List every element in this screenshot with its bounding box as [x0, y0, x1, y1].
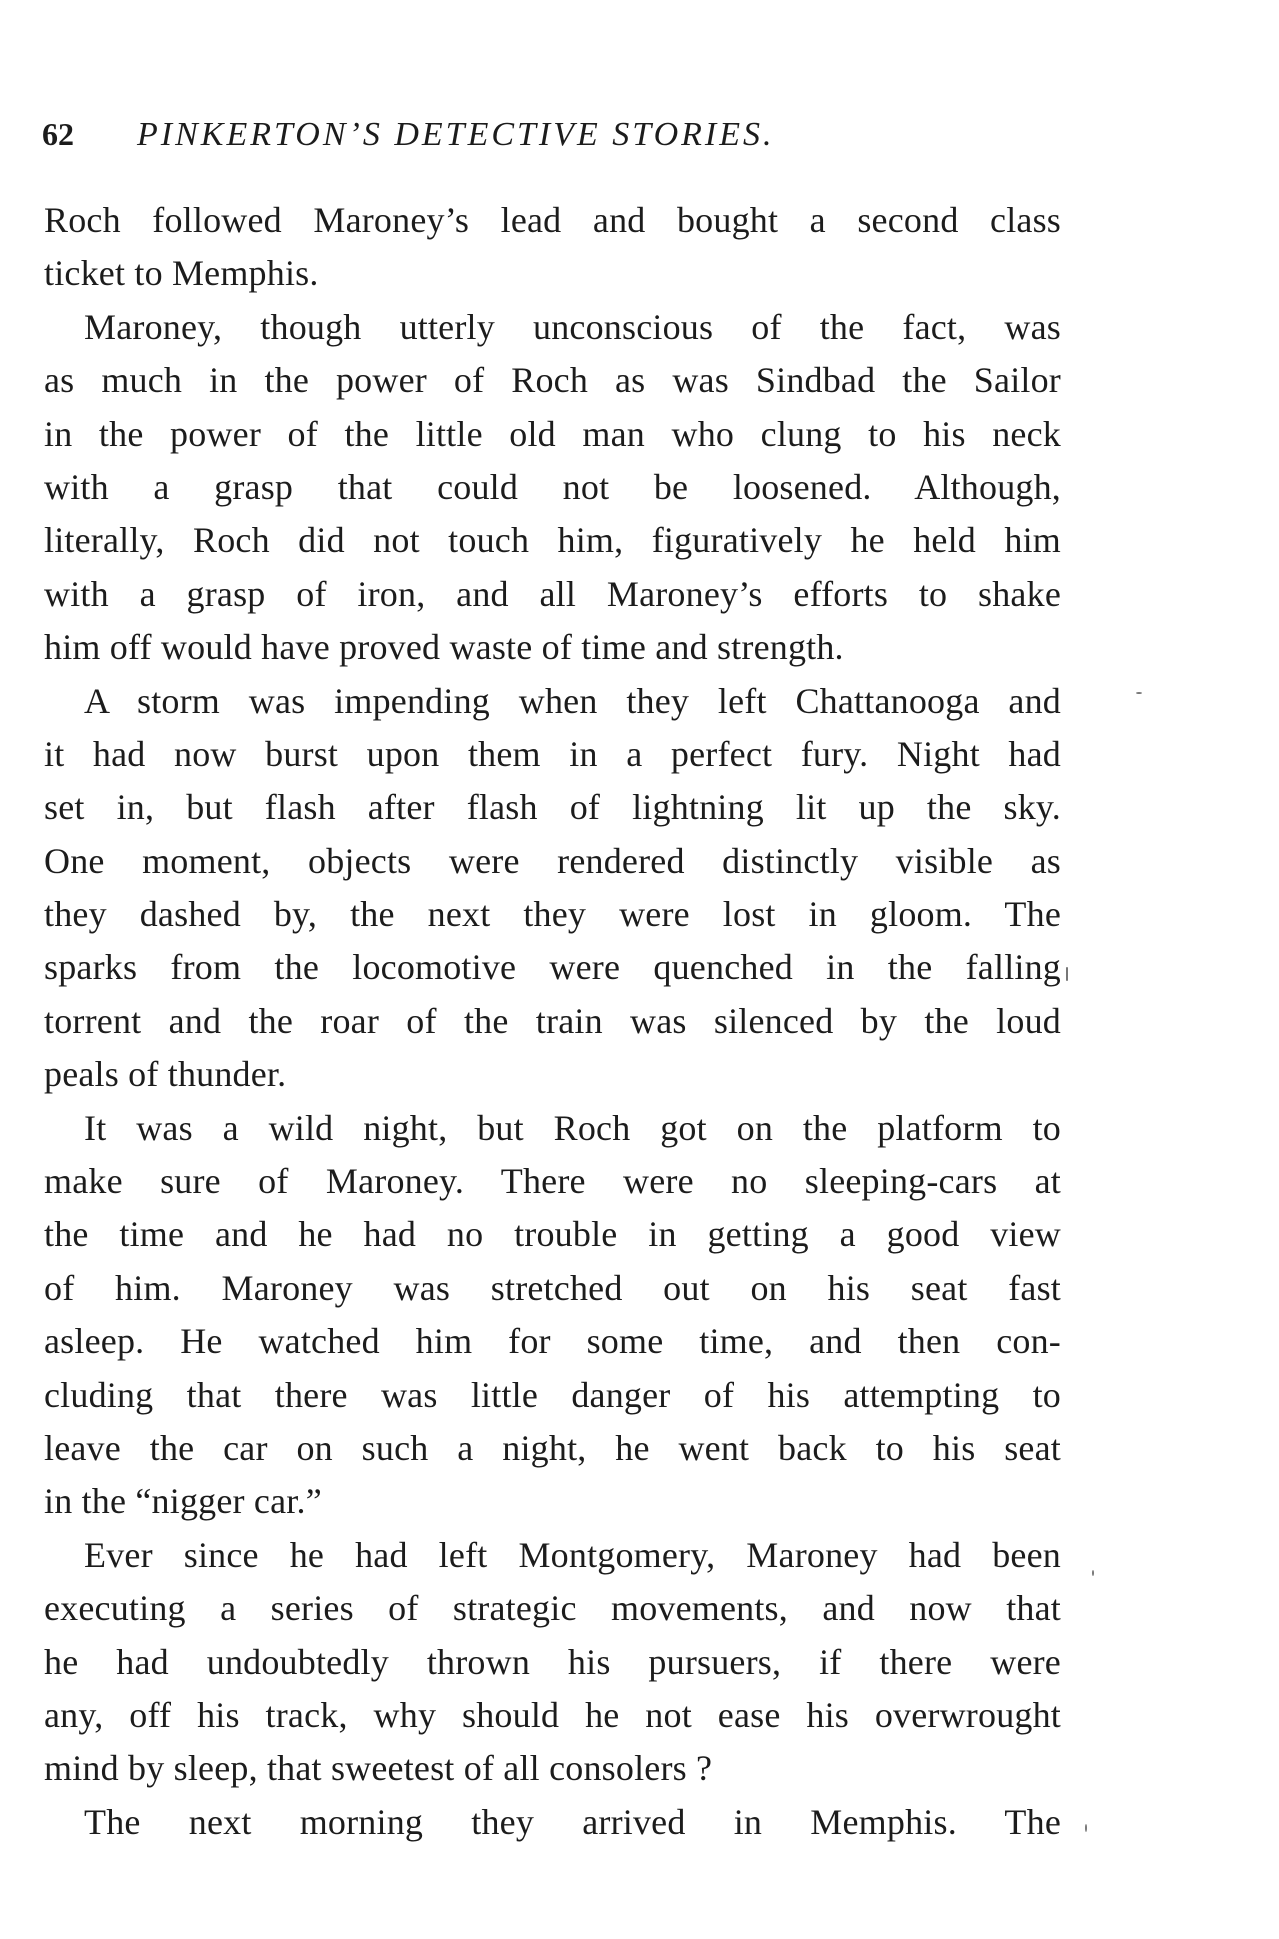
text-line: sparks from the locomotive were quenched in the falling	[44, 947, 1061, 988]
text-line: torrent and the roar of the train was silenced by the loud	[44, 1000, 1061, 1041]
text-line: with a grasp of iron, and all Maroney’s efforts to shake	[44, 573, 1061, 614]
page-number: 62	[42, 116, 74, 152]
body-text	[44, 194, 1061, 1849]
text-line: asleep. He watched him for some time, and then con-	[44, 1321, 1061, 1362]
text-line: in the “nigger car.”	[44, 1481, 322, 1522]
text-line: with a grasp that could not be loosened. Although,	[44, 466, 1061, 507]
text-line: executing a series of strategic movements, and now that	[44, 1588, 1061, 1629]
text-line: cluding that there was little danger of his attempting to	[44, 1374, 1061, 1415]
text-line: A storm was impending when they left Chattanooga and	[84, 680, 1061, 721]
scan-speck	[1136, 692, 1142, 694]
text-line: the time and he had no trouble in getting a good view	[44, 1214, 1061, 1255]
text-line: leave the car on such a night, he went back to his seat	[44, 1427, 1061, 1468]
text-line: in the power of the little old man who clung to his neck	[44, 413, 1061, 454]
text-line: Roch followed Maroney’s lead and bought a second class	[44, 200, 1061, 240]
running-title: PINKERTON’S DETECTIVE STORIES.	[137, 116, 775, 153]
text-line: ticket to Memphis.	[44, 253, 319, 294]
text-line: as much in the power of Roch as was Sindbad the Sailor	[44, 360, 1061, 401]
text-line: set in, but flash after flash of lightning lit up the sky.	[44, 787, 1061, 828]
text-line: mind by sleep, that sweetest of all consolers ?	[44, 1748, 713, 1789]
text-line: of him. Maroney was stretched out on his seat fast	[44, 1267, 1061, 1308]
text-line: he had undoubtedly thrown his pursuers, if there were	[44, 1641, 1061, 1682]
scan-speck	[1092, 1570, 1094, 1576]
text-line: Ever since he had left Montgomery, Maroney had been	[84, 1534, 1061, 1575]
text-line: peals of thunder.	[44, 1054, 287, 1095]
text-line: it had now burst upon them in a perfect fury. Night had	[44, 733, 1061, 774]
text-line: any, off his track, why should he not ease his overwrought	[44, 1694, 1061, 1735]
text-line: It was a wild night, but Roch got on the platform to	[84, 1107, 1061, 1148]
text-line: him off would have proved waste of time and strength.	[44, 627, 844, 668]
scan-speck	[1085, 1824, 1087, 1832]
text-line: literally, Roch did not touch him, figuratively he held him	[44, 520, 1061, 561]
text-line: they dashed by, the next they were lost in gloom. The	[44, 894, 1061, 935]
text-line: One moment, objects were rendered distinctly visible as	[44, 840, 1061, 881]
scan-speck	[1066, 967, 1068, 981]
page-header	[42, 112, 982, 156]
text-line: make sure of Maroney. There were no sleeping-cars at	[44, 1161, 1061, 1202]
text-line: Maroney, though utterly unconscious of the fact, was	[84, 306, 1061, 347]
text-line: The next morning they arrived in Memphis. The	[84, 1801, 1061, 1842]
